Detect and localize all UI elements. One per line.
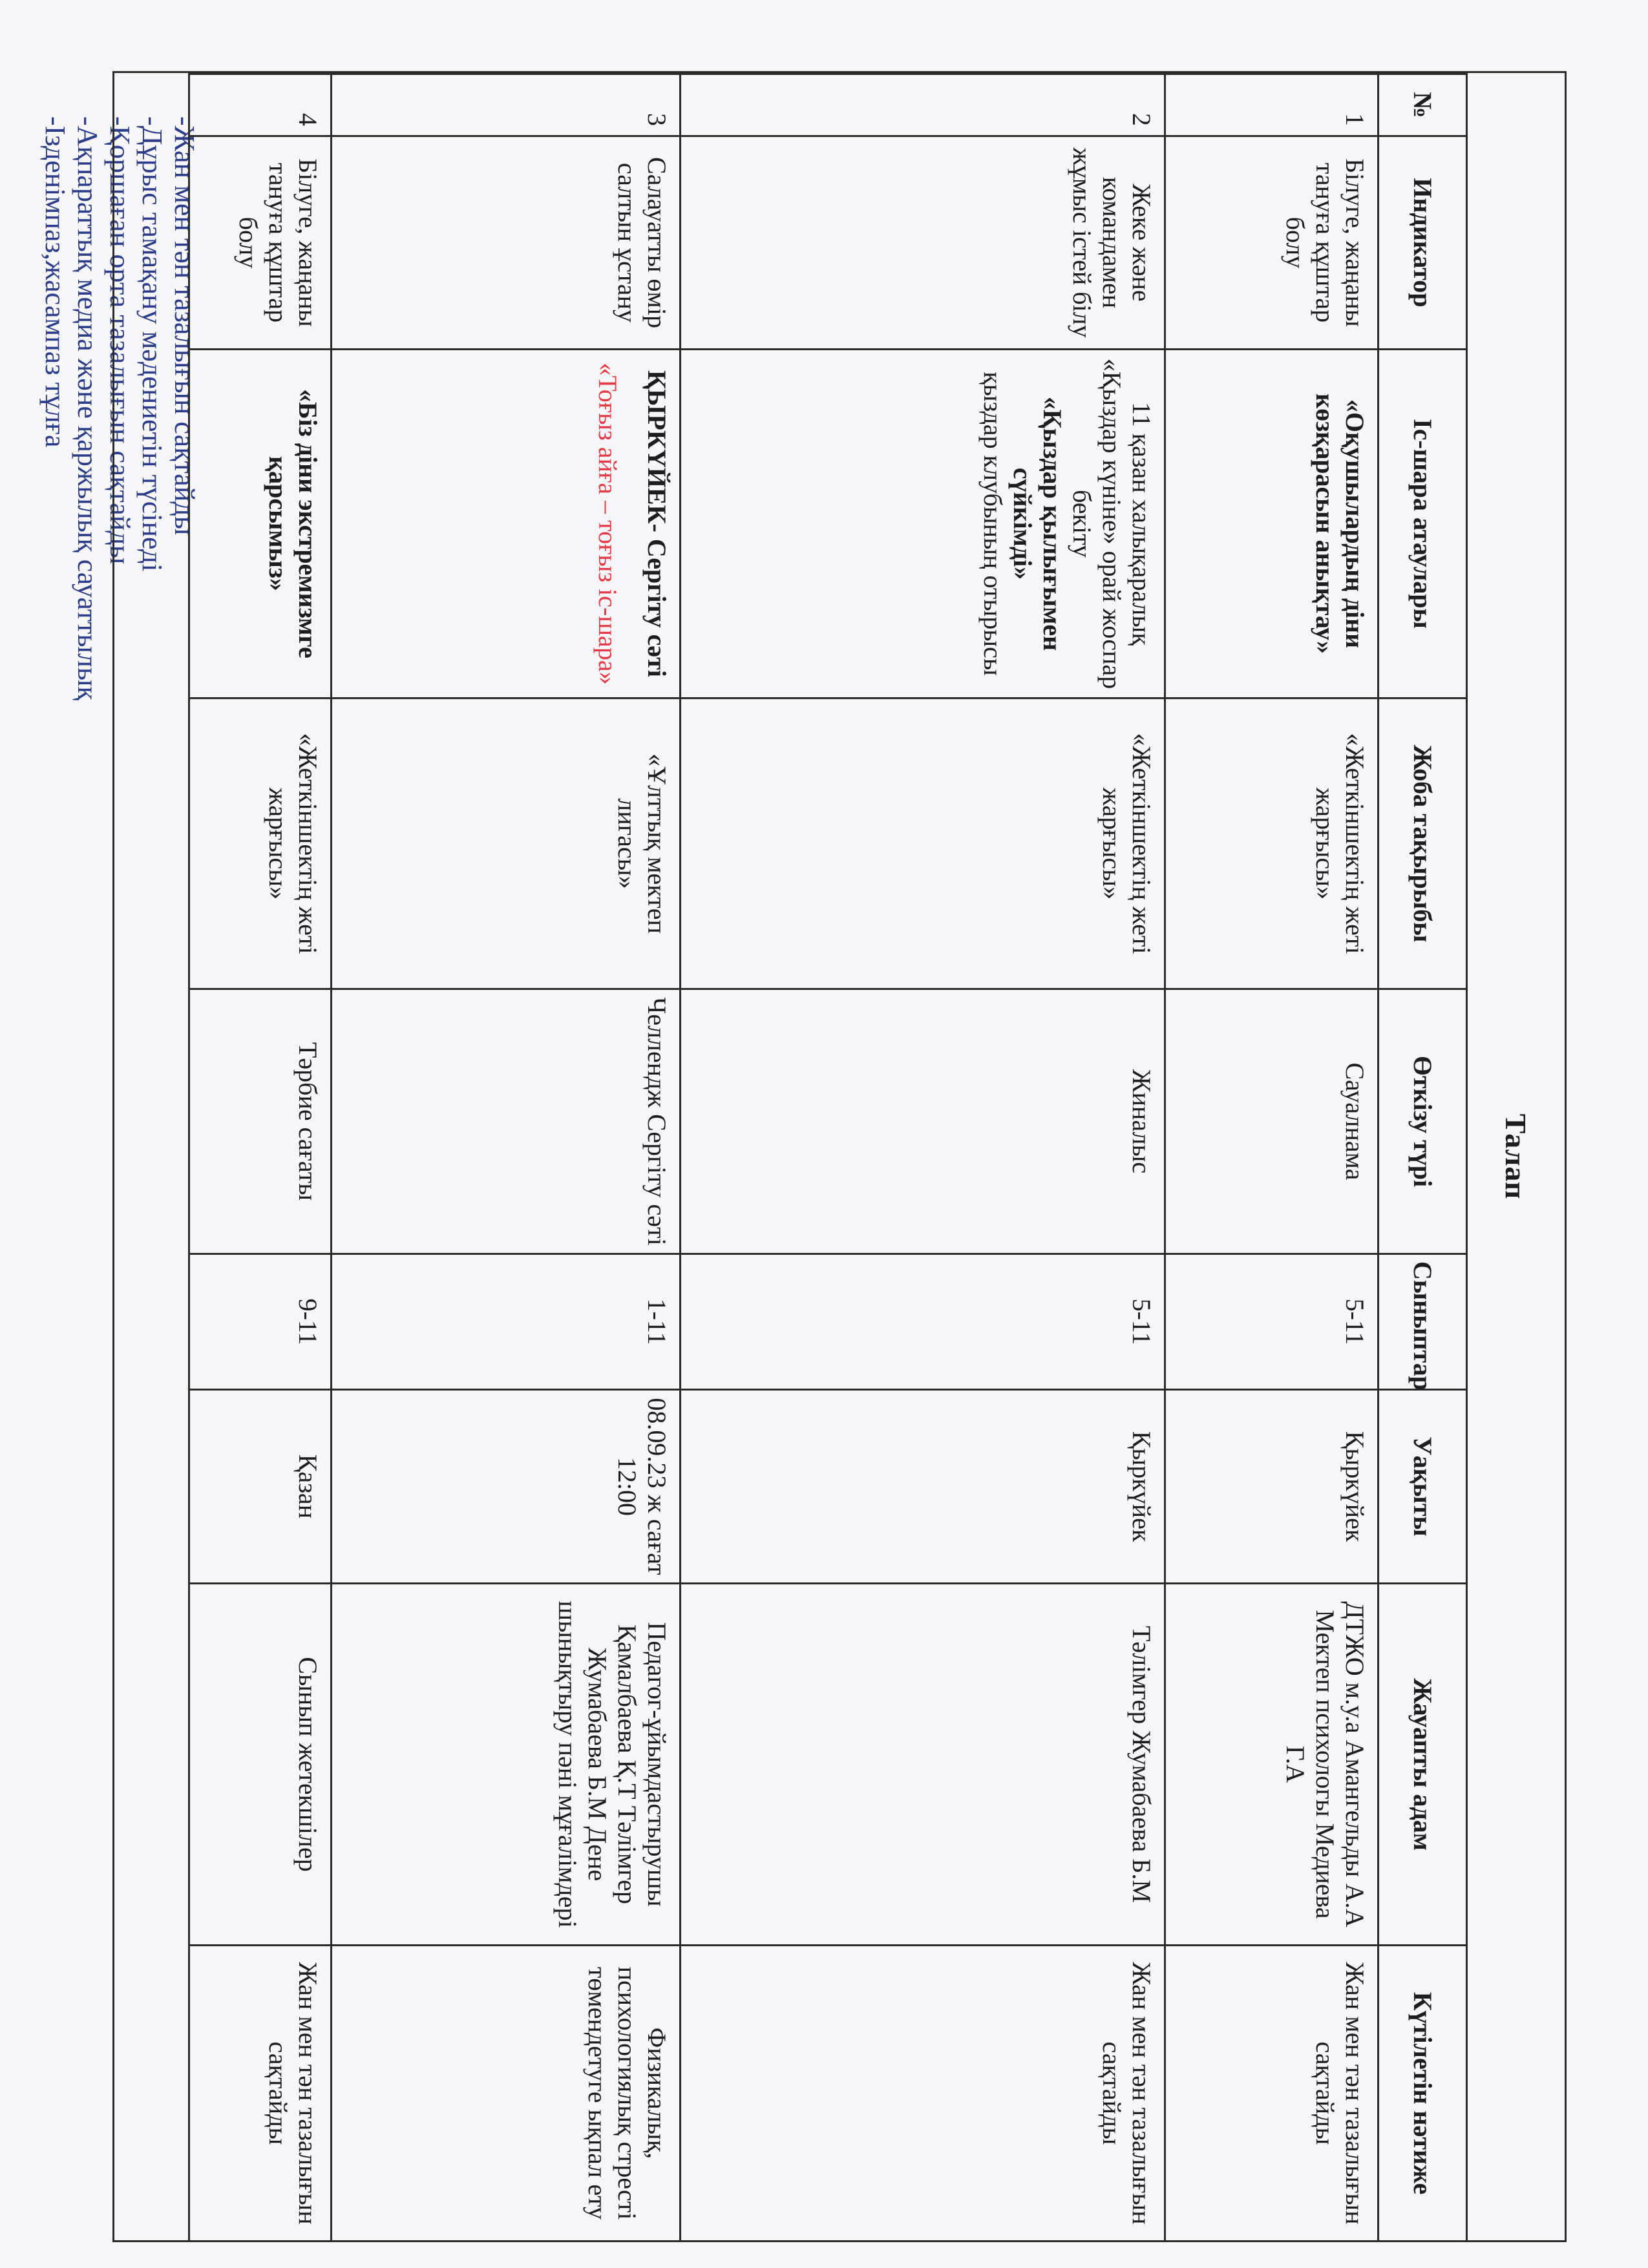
table-row: [189, 74, 332, 2242]
row-num: 2: [681, 74, 1165, 136]
page-title: Талап: [1499, 1113, 1533, 1200]
row-num: 1: [1165, 74, 1379, 136]
row-project: «Жеткіншектің жеті жарғысы»: [681, 698, 1165, 989]
row-project: «Жеткіншектің жеті жарғысы»: [189, 698, 332, 989]
row-indicator: Жеке және командамен жұмыс істей білу: [681, 136, 1165, 350]
goal-item: -Жан мен тән тазалығын сақтайды: [169, 116, 200, 536]
row-result: Жан мен тән тазалығын сақтайды: [1165, 1946, 1379, 2242]
row-format: Жиналыс: [681, 989, 1165, 1254]
row-event: «Біз діни экстремизмге қарсымыз»: [189, 350, 332, 698]
row-indicator: Салауатты өмір салтын ұстану: [332, 136, 681, 350]
header-indicator: Индикатор: [1379, 136, 1467, 350]
row-project: «Ұлттық мектеп лигасы»: [332, 698, 681, 989]
header-project: Жоба тақырыбы: [1379, 698, 1467, 989]
table-row: [1165, 74, 1379, 2242]
header-num: №: [1379, 74, 1467, 136]
table-row: [332, 74, 681, 2242]
row-event: [332, 350, 681, 698]
row-format: Тәрбие сағаты: [189, 989, 332, 1254]
row-project: «Жеткіншектің жеті жарғысы»: [1165, 698, 1379, 989]
header-result: Күтілетін нәтиже: [1379, 1946, 1467, 2242]
row-num: 3: [332, 74, 681, 136]
row-result: Физикалық, психологиялық стресті төмендетуге ықпал ету: [332, 1946, 681, 2242]
event-text-bold: «Қыздар қылығымен сүйкімді»: [1008, 396, 1067, 651]
header-grades: Сыныптар: [1379, 1254, 1467, 1390]
header-responsible: Жауапты адам: [1379, 1584, 1467, 1946]
table-header-row: [1379, 74, 1467, 2242]
goal-item: -Ақпараттық медиа және қаржылық сауаттылық: [72, 116, 103, 700]
header-event: Іс-шара атаулары: [1379, 350, 1467, 698]
row-responsible: Сынып жетекшілер: [189, 1584, 332, 1946]
row-event: [681, 350, 1165, 698]
row-format: Челлендж Сергіту сәті: [332, 989, 681, 1254]
header-format: Өткізу түрі: [1379, 989, 1467, 1254]
row-indicator: Білуге, жаңаны тануға құштар болу: [189, 136, 332, 350]
row-time: Қыркүйек: [681, 1390, 1165, 1584]
row-indicator: Білуге, жаңаны тануға құштар болу: [1165, 136, 1379, 350]
table-row: [681, 74, 1165, 2242]
row-grades: 5-11: [1165, 1254, 1379, 1390]
row-responsible: ДТЖО м.у.а Амангельды А.А Мектеп психологы Медиева Г.А: [1165, 1584, 1379, 1946]
goal-item: -Ізденімпаз,жасампаз тұлға: [39, 116, 71, 448]
event-text-bold: ҚЫРКҮЙЕК- Сергіту сәті: [642, 370, 671, 677]
event-text: қыздар клубының отырысы: [978, 372, 1008, 676]
row-time: Қазан: [189, 1390, 332, 1584]
row-time: 08.09.23 ж сағат 12:00: [332, 1390, 681, 1584]
goal-item: -Қоршаған орта тазалығын сақтайды: [104, 116, 136, 565]
row-format: Сауалнама: [1165, 989, 1379, 1254]
row-grades: 5-11: [681, 1254, 1165, 1390]
row-time: Қыркүйек: [1165, 1390, 1379, 1584]
row-result: Жан мен тән тазалығын сақтайды: [681, 1946, 1165, 2242]
plan-frame: [112, 71, 1567, 2242]
goal-item: -Дұрыс тамақану мәдениетін түсінеді: [136, 116, 168, 572]
header-time: Уақыты: [1379, 1390, 1467, 1584]
events-table: [188, 73, 1468, 2242]
row-grades: 1-11: [332, 1254, 681, 1390]
row-result: Жан мен тән тазалығын сақтайды: [189, 1946, 332, 2242]
row-event: «Оқушылардың діни көзқарасын анықтау»: [1165, 350, 1379, 698]
row-num: 4: [189, 74, 332, 136]
event-text: 11 қазан халықаралық «Қыздар күніне» орай жоспар бекіту: [1068, 358, 1156, 689]
row-grades: 9-11: [189, 1254, 332, 1390]
row-responsible: Тәлімгер Жумабаева Б.М: [681, 1584, 1165, 1946]
event-note: «Тоғыз айға – тоғыз іс-шара»: [593, 362, 622, 685]
row-responsible: Педагог-ұйымдастырушы Қамалбаева Қ.Т Тәлімгер Жумабаева Б.М Дене шынықтыру пәні мұғалімдері: [332, 1584, 681, 1946]
